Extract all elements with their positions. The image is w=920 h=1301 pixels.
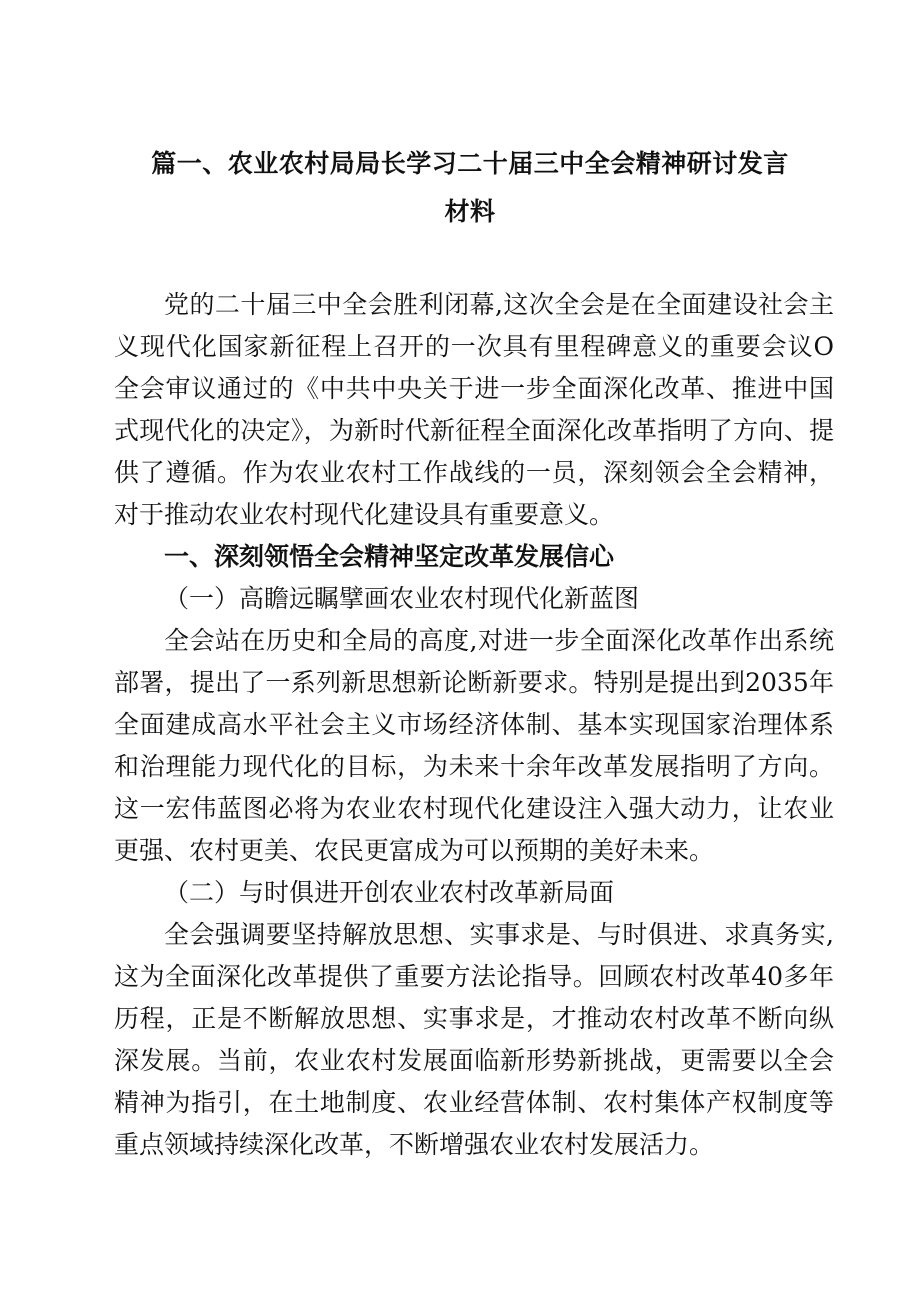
document-body bbox=[114, 284, 834, 1166]
subsection-1-paragraph: 全会站在历史和全局的高度,对进一步全面深化改革作出系统部署，提出了一系列新思想新论断新要求。特别是提出到2035年全面建成高水平社会主义市场经济体制、基本实现国家治理体系和治理能力现代化的目标，为未来十余年改革发展指明了方向。这一宏伟蓝图必将为农业农村现代化建设注入强大动力，让农业更强、农村更美、农民更富成为可以预期的美好未来。 bbox=[114, 626, 834, 865]
intro-paragraph: 党的二十届三中全会胜利闭幕,这次全会是在全面建设社会主义现代化国家新征程上召开的一次具有里程碑意义的重要会议O全会审议通过的《中共中央关于进一步全面深化改革、推进中国式现代化的决定》，为新时代新征程全面深化改革指明了方向、提供了遵循。作为农业农村工作战线的一员，深刻领会全会精神，对于推动农业农村现代化建设具有重要意义。 bbox=[114, 290, 834, 529]
section-1-heading: 一、深刻领悟全会精神坚定改革发展信心 bbox=[164, 542, 615, 571]
document-title-line-1: 篇一、农业农村局局长学习二十届三中全会精神研讨发言 bbox=[151, 149, 789, 178]
subsection-1-heading: （一）高瞻远瞩擘画农业农村现代化新蓝图 bbox=[164, 584, 640, 613]
document-title-line-2: 材料 bbox=[444, 197, 496, 226]
subsection-2-paragraph: 全会强调要坚持解放思想、实事求是、与时俱进、求真务实,这为全面深化改革提供了重要方法论指导。回顾农村改革40多年历程，正是不断解放思想、实事求是，才推动农村改革不断向纵深发展。当前，农业农村发展面临新形势新挑战，更需要以全会精神为指引，在土地制度、农业经营体制、农村集体产权制度等重点领域持续深化改革，不断增强农业农村发展活力。 bbox=[114, 920, 834, 1159]
subsection-2-heading: （二）与时俱进开创农业农村改革新局面 bbox=[164, 878, 615, 907]
